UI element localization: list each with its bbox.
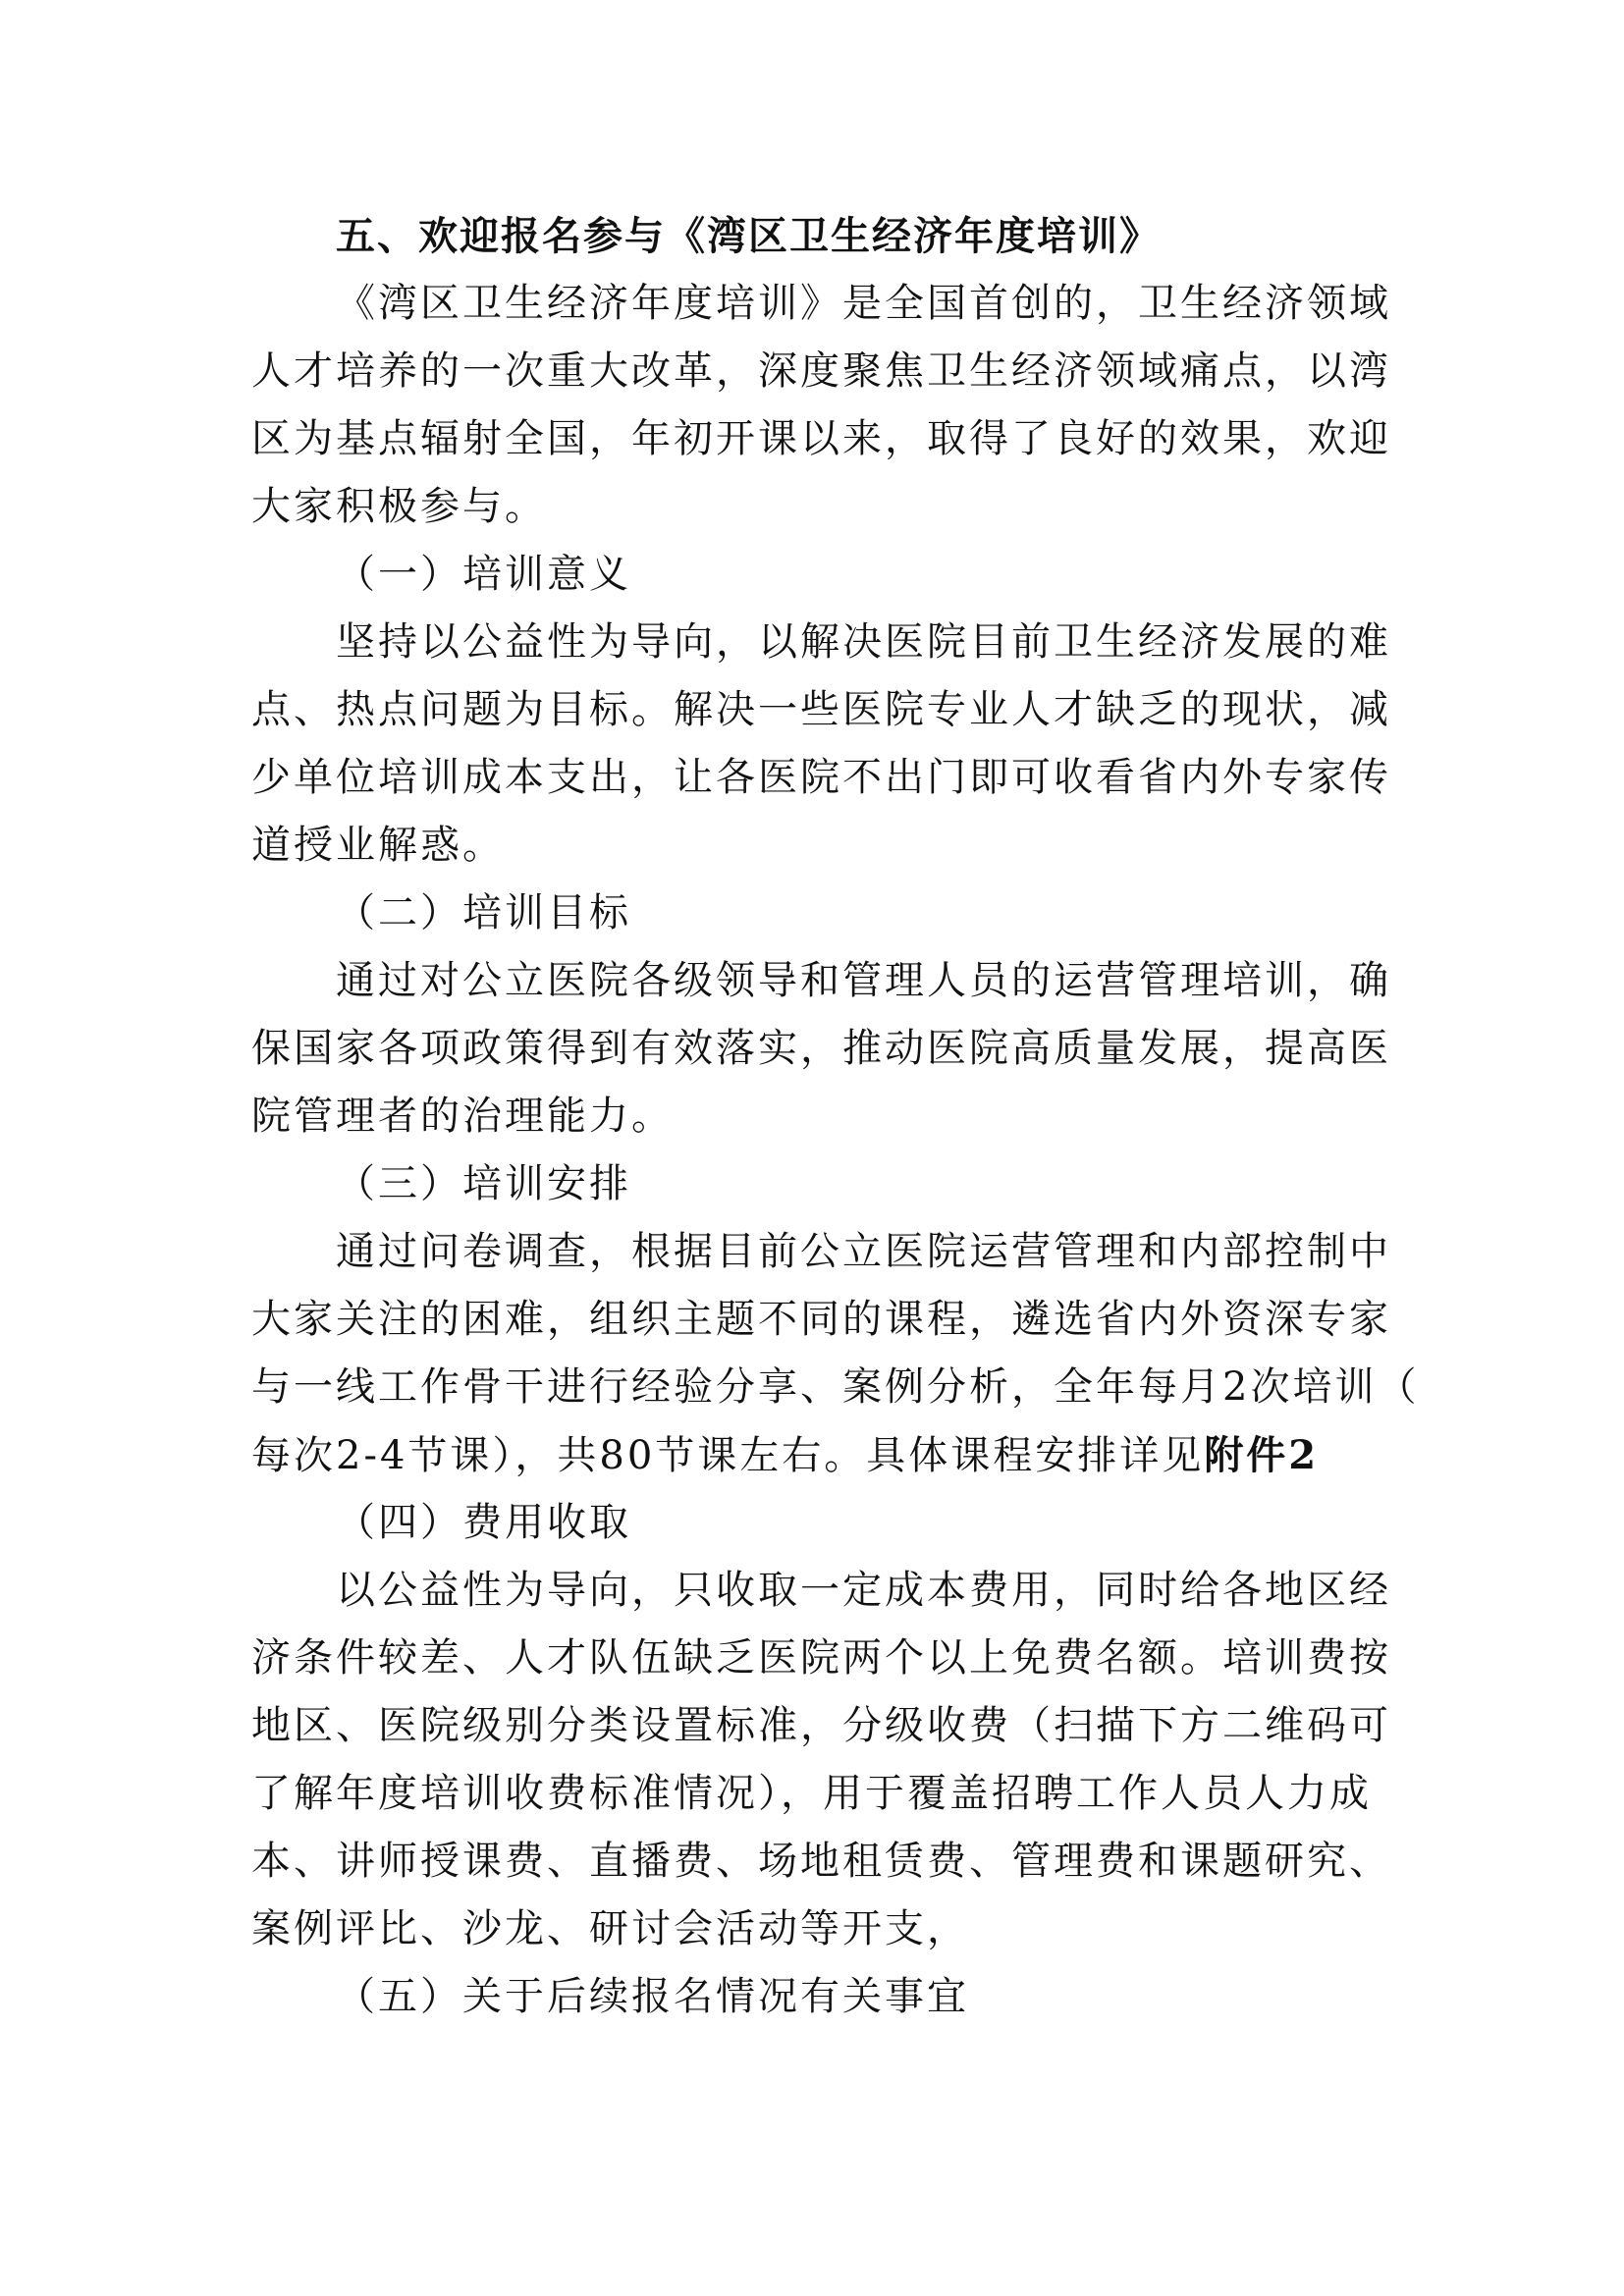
intro-paragraph [251,270,1390,541]
paragraph-line: 《湾区卫生经济年度培训》是全国首创的，卫生经济领域 [336,281,1391,326]
paragraph-line: 通过问卷调查，根据目前公立医院运营管理和内部控制中 [336,1229,1391,1274]
paragraph-line: 院管理者的治理能力。 [251,1094,674,1139]
paragraph-line [251,1421,1390,1489]
paragraph-line: 大家关注的困难，组织主题不同的课程，遴选省内外资深专家 [251,1297,1391,1342]
paragraph-line: 道授业解惑。 [251,823,505,868]
paragraph-line: 了解年度培训收费标准情况），用于覆盖招聘工作人员人力成 [251,1771,1372,1816]
fees-paragraph [251,1557,1390,1963]
paragraph-line: 本、讲师授课费、直播费、场地租赁费、管理费和课题研究、 [251,1839,1391,1884]
paragraph-line: 人才培养的一次重大改革，深度聚焦卫生经济领域痛点，以湾 [251,348,1391,394]
section-title: 五、欢迎报名参与《湾区卫生经济年度培训》 [336,213,1161,259]
significance-paragraph [251,609,1390,880]
paragraph-line: 大家积极参与。 [251,484,547,529]
subheading-significance: （一）培训意义 [336,552,631,597]
subheading-fees: （四）费用收取 [336,1500,631,1545]
paragraph-line: 与一线工作骨干进行经验分享、案例分析，全年每月2次培训（ [251,1364,1420,1410]
document-body [251,202,1420,2031]
paragraph-line: 地区、医院级别分类设置标准，分级收费（扫描下方二维码可 [251,1703,1391,1748]
subheading-registration: （五）关于后续报名情况有关事宜 [336,1974,969,2019]
paragraph-line: 济条件较差、人才队伍缺乏医院两个以上免费名额。培训费按 [251,1635,1391,1681]
paragraph-line: 以公益性为导向，只收取一定成本费用，同时给各地区经 [336,1568,1391,1613]
subheading-goals: （二）培训目标 [336,890,631,935]
paragraph-line: 案例评比、沙龙、研讨会活动等开支， [251,1906,969,1951]
paragraph-line: 坚持以公益性为导向，以解决医院目前卫生经济发展的难 [336,619,1391,665]
arrangement-paragraph [251,1218,1420,1489]
subheading-arrangement: （三）培训安排 [336,1161,631,1206]
paragraph-line: 保国家各项政策得到有效落实，推动医院高质量发展，提高医 [251,1026,1391,1071]
goals-paragraph [251,947,1390,1150]
paragraph-line: 少单位培训成本支出，让各医院不出门即可收看省内外专家传 [251,755,1391,800]
paragraph-line: 通过对公立医院各级领导和管理人员的运营管理培训，确 [336,958,1391,1003]
paragraph-line: 区为基点辐射全国，年初开课以来，取得了良好的效果，欢迎 [251,416,1391,461]
paragraph-line-text: 每次2-4节课），共80节课左右。具体课程安排详见 [251,1433,1205,1478]
attachment-reference: 附件2 [1204,1432,1320,1478]
paragraph-line: 点、热点问题为目标。解决一些医院专业人才缺乏的现状，减 [251,687,1391,732]
